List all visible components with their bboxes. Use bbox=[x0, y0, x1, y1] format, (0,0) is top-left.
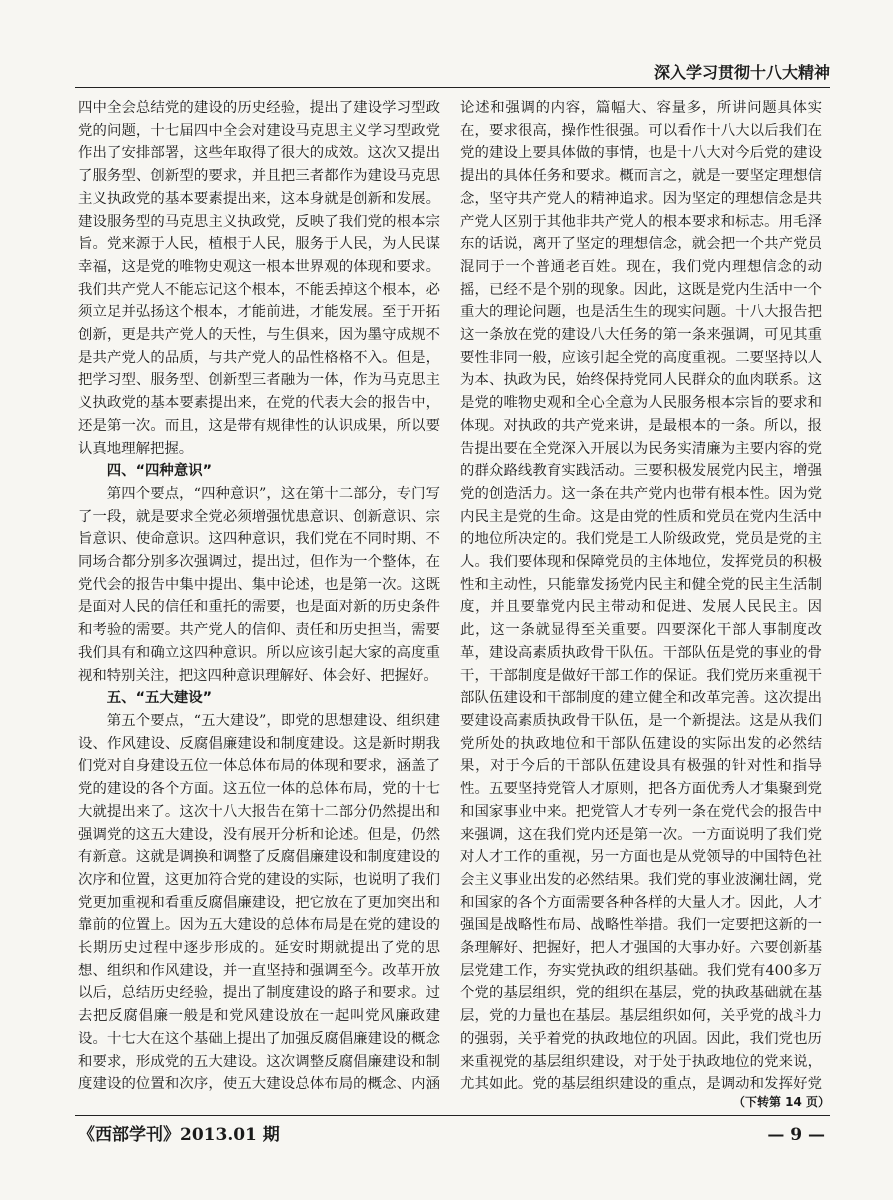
paragraph: 四中全会总结党的建设的历史经验，提出了建设学习型政党的问题，十七届四中全会对建设马克思主义学习型政党作出了安排部署，这些年取得了很大的成效。这次又提出了服务型、创新型的要求，并且把三者都作为建设马克思主义执政党的基本要素提出来，这本身就是创新和发展。建设服务型的马克思主义执政党，反映了我们党的根本宗旨。党来源于人民，植根于人民，服务于人民，为人民谋幸福，这是党的唯物史观这一根本世界观的体现和要求。我们共产党人不能忘记这个根本，不能丢掉这个根本，必须立足并弘扬这个根本，才能前进，才能发展。至于开拓创新，更是共产党人的天性，与生俱来，因为墨守成规不是共产党人的品质，与共产党人的品性格格不入。但是，把学习型、服务型、创新型三者融为一体，作为马克思主义执政党的基本要素提出来，在党的代表大会的报告中，还是第一次。而且，这是带有规律性的认识成果，所以要认真地理解把握。 bbox=[78, 100, 440, 457]
article-body bbox=[78, 97, 830, 1097]
running-header bbox=[75, 62, 830, 88]
footer-rule bbox=[75, 1115, 830, 1116]
section-heading-four-awareness: 四、“四种意识” bbox=[106, 463, 213, 480]
paragraph: 论述和强调的内容，篇幅大、容量多，所讲问题具体实在，要求很高，操作性很强。可以看作十八大以后我们在党的建设上要具体做的事情，也是十八大对今后党的建设提出的具体任务和要求。概而言之，就是一要坚定理想信念，坚守共产党人的精神追求。因为坚定的理想信念是共产党人区别于其他非共产党人的根本要求和标志。用毛泽东的话说，离开了坚定的理想信念，就会把一个共产党员混同于一个普通老百姓。现在，我们党内理想信念的动摇，已经不是个别的现象。因此，这既是党内生活中一个重大的理论问题，也是活生生的现实问题。十八大报告把这一条放在党的建设八大任务的第一条来强调，可见其重要性非同一般，应该引起全党的高度重视。二要坚持以人为本、执政为民，始终保持党同人民群众的血肉联系。这是党的唯物史观和全心全意为人民服务根本宗旨的要求和体现。对执政的共产党来讲，是最根本的一条。所以，报告提出要在全党深入开展以为民务实清廉为主要内容的党的群众路线教育实践活动。三要积极发展党内民主，增强党的创造活力。这一条在共产党内也带有根本性。因为党内民主是党的生命。这是由党的性质和党员在党内生活中的地位所决定的。我们党是工人阶级政党，党员是党的主人。我们要体现和保障党员的主体地位，发挥党员的积极性和主动性，只能靠发扬党内民主和健全党的民主生活制度，并且要靠党内民主带动和促进、发展人民民主。因此，这一条就显得至关重要。四要深化干部人事制度改革，建设高素质执政骨干队伍。干部队伍是党的事业的骨干，干部制度是做好干部工作的保证。我们党历来重视干部队伍建设和干部制度的建立健全和改革完善。这次提出要建设高素质执政骨干队伍，是一个新提法。这是从我们党所处的执政地位和干部队伍建设的实际出发的必然结果，对于今后的干部队伍建设具有极强的针对性和指导性。五要坚持党管人才原则，把各方面优秀人才集聚到党和国家事业中来。把党管人才专列一条在党代会的报告中来强调，这在我们党内还是第一次。一方面说明了我们党对人才工作的重视，另一方面也是从党领导的中国特色社会主义事业出发的必然结果。我们党的事业波澜壮阔，党和国家的各个方面需要各种各样的大量人才。因此，人才强国是战略性布局、战略性举措。我们一定要把这新的一条理解好、把握好，把人才强国的大事办好。六要创新基层党建工作，夯实党执政的组织基础。我们党有400多万个党的基层组织，党的组织在基层，党的执政基础就在基层，党的力量也在基层。基层组织如何，关乎党的战斗力的强弱，关乎着党的执政地位的巩固。因此，我们党也历来重视党的基层组织建设，对于处于执政地位的党来说，尤其如此。党的基层组织建设的重点，是调动和发挥好党 bbox=[460, 100, 822, 1093]
paragraph: 第五个要点，“五大建设”，即党的思想建设、组织建设、作风建设、反腐倡廉建设和制度建设。这是新时期我们党对自身建设五位一体总体布局的体现和要求，涵盖了党的建设的各个方面。这五位一体的总体布局，党的十七大就提出来了。这次十八大报告在第十二部分仍然提出和强调党的这五大建设，没有展开分析和论述。但是，仍然有新意。这就是调换和调整了反腐倡廉建设和制度建设的次序和位置，这更加符合党的建设的实际，也说明了我们党更加重视和看重反腐倡廉建设，把它放在了更加突出和靠前的位置上。因为五大建设的总体布局是在党的建设的长期历史过程中逐步形成的。延安时期就提出了党的思想、组织和作风建设，并一直坚持和强调至今。改革开放以后，总结历史经验，提出了制度建设的路子和要求。过去把反腐倡廉一般是和党风建设放在一起叫党风廉政建设。十七大在这个基础上提出了加强反腐倡廉建设的概念和要求，形成党的五大建设。这次调整反腐倡廉建设和制度建设的位置和次序，使五大建设总体布局的概念、内涵 bbox=[78, 712, 440, 1093]
continued-note: （下转第 14 页） bbox=[732, 1095, 830, 1109]
left-column bbox=[78, 97, 440, 1097]
paragraph: 第四个要点，“四种意识”，这在第十二部分，专门写了一段，就是要求全党必须增强忧患意识、创新意识、宗旨意识、使命意识。这四种意识，我们党在不同时期、不同场合都分别多次强调过，提出过，但作为一个整体，在党代会的报告中集中提出、集中论述，也是第一次。这既是面对人民的信任和重托的需要，也是面对新的历史条件和考验的需要。共产党人的信仰、责任和历史担当，需要我们具有和确立这四种意识。所以应该引起大家的高度重视和特别关注，把这四种意识理解好、体会好、把握好。 bbox=[78, 485, 440, 684]
header-title: 深入学习贯彻十八大精神 bbox=[653, 63, 830, 82]
journal-issue: 《西部学刊》2013.01 期 bbox=[78, 1125, 280, 1145]
page-number: — 9 — bbox=[767, 1125, 825, 1145]
section-heading-five-constructions: 五、“五大建设” bbox=[106, 690, 213, 707]
header-rule bbox=[75, 87, 830, 88]
right-column bbox=[460, 97, 822, 1097]
